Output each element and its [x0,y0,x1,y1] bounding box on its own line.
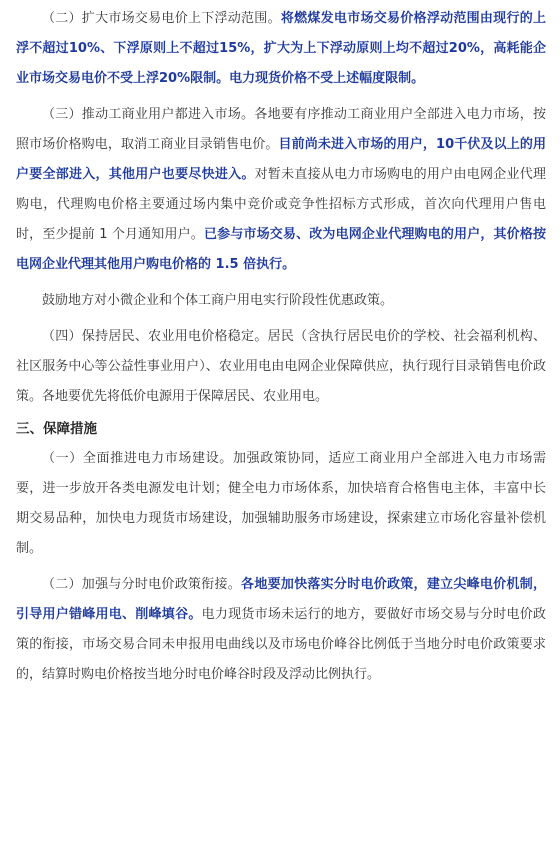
paragraph-commercial-users-body: 对暂未直接从电力市场购电的用户由电网企业代理购电，代理购电价格主要通过场内集中竞价或竞争性招标方式形成，首次向代理用户售电时，至少提前 1 个月通知用户。 [16,167,546,242]
paragraph-small-business: 鼓励地方对小微企业和个体工商户用电实行阶段性优惠政策。 [42,293,394,308]
paragraph-commercial-users-lead: （三）推动工商业用户都进入市场。各地要有序推动工商业用户全部进入电力市场，按照市场价格购电，取消工商业目录销售电价。 [16,107,546,152]
paragraph-time-of-use-lead: （二）加强与分时电价政策衔接。 [42,577,242,592]
paragraph-time-of-use-highlight: 各地要加快落实分时电价政策，建立尖峰电价机制，引导用户错峰用电、削峰填谷。 [16,577,546,622]
section-heading-safeguards: 三、保障措施 [16,421,97,437]
paragraph-residential-price: （四）保持居民、农业用电价格稳定。居民（含执行居民电价的学校、社会福利机构、社区服务中心等公益性事业用户）、农业用电由电网企业保障供应，执行现行目录销售电价政策。各地要优先将低价电源用于保障居民、农业用电。 [16,329,546,404]
paragraph-market-construction: （一）全面推进电力市场建设。加强政策协同，适应工商业用户全部进入电力市场需要，进一步放开各类电源发电计划；健全电力市场体系，加快培育合格售电主体，丰富中长期交易品种，加快电力现货市场建设，加强辅助服务市场建设，探索建立市场化容量补偿机制。 [16,451,546,556]
paragraph-commercial-users-highlight-2: 已参与市场交易、改为电网企业代理购电的用户，其价格按电网企业代理其他用户购电价格的 1.5 倍执行。 [16,227,546,272]
paragraph-price-range [16,4,546,94]
paragraph-commercial-users-highlight-1: 目前尚未进入市场的用户，10千伏及以上的用户要全部进入，其他用户也要尽快进入。 [16,137,546,182]
paragraph-commercial-users [16,100,546,280]
paragraph-time-of-use [16,570,546,690]
paragraph-price-range-highlight: 将燃煤发电市场交易价格浮动范围由现行的上浮不超过10%、下浮原则上不超过15%，扩大为上下浮动原则上均不超过20%，高耗能企业市场交易电价不受上浮20%限制。电力现货价格不受上述幅度限制。 [16,11,546,86]
paragraph-price-range-lead: （二）扩大市场交易电价上下浮动范围。 [42,11,281,26]
paragraph-time-of-use-body: 电力现货市场未运行的地方，要做好市场交易与分时电价政策的衔接，市场交易合同未申报用电曲线以及市场电价峰谷比例低于当地分时电价政策要求的，结算时购电价格按当地分时电价峰谷时段及浮动比例执行。 [16,607,546,682]
